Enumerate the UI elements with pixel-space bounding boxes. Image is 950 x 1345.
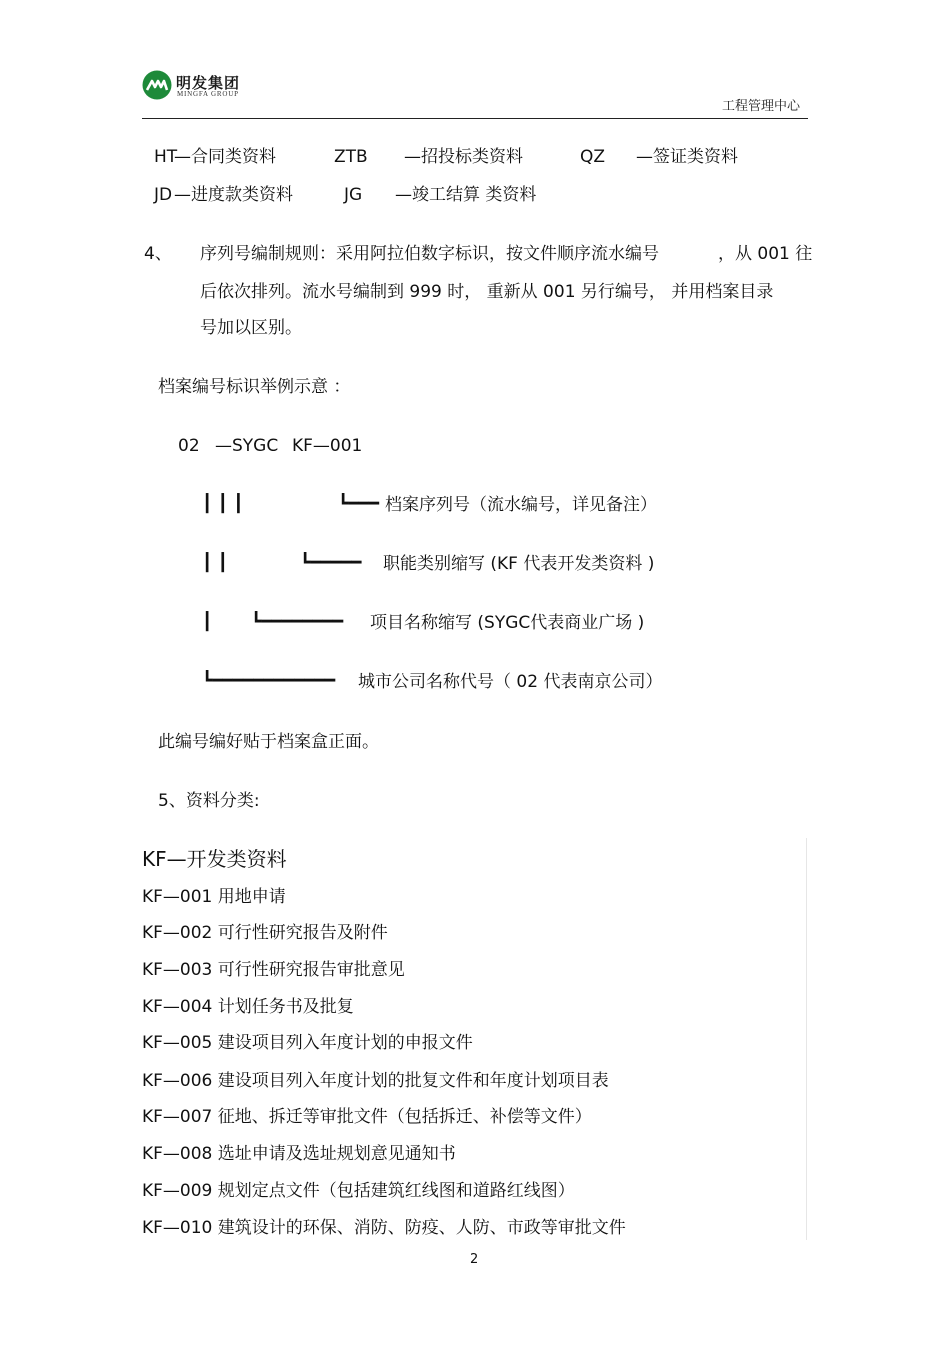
- example-note: 此编号编好贴于档案盒正面。: [158, 732, 379, 752]
- code-label: HT: [154, 147, 178, 167]
- rule-line: 序列号编制规则：采用阿拉伯数字标识，按文件顺序流水编号: [200, 244, 659, 264]
- list-item: KF—001 用地申请: [142, 887, 286, 907]
- header-divider: [142, 118, 808, 119]
- tree-label: 职能类别缩写 (KF 代表开发类资料 ): [383, 554, 655, 574]
- code-label: QZ: [580, 147, 606, 167]
- tree-label: 城市公司名称代号（ 02 代表南京公司）: [358, 672, 663, 692]
- list-item: KF—003 可行性研究报告审批意见: [142, 960, 405, 980]
- rule-line: 后依次排列。流水号编制到 999 时， 重新从 001 另行编号， 并用档案目录: [200, 282, 774, 302]
- list-item: KF—005 建设项目列入年度计划的申报文件: [142, 1033, 473, 1053]
- code-desc: —合同类资料: [174, 147, 276, 167]
- example-caption: 档案编号标识举例示意 ：: [158, 377, 351, 397]
- code-label: JD: [154, 185, 173, 205]
- category-heading: KF—开发类资料: [142, 847, 287, 871]
- tree-bars: ┃ ┃ ┃: [202, 494, 244, 514]
- rule-line: ，从 001 往: [718, 244, 813, 264]
- list-item: KF—006 建设项目列入年度计划的批复文件和年度计划项目表: [142, 1071, 609, 1091]
- code-part-city: 02: [178, 436, 200, 456]
- code-desc: —竣工结算 类资料: [395, 185, 537, 205]
- code-desc: —签证类资料: [636, 147, 738, 167]
- section-title: 5、资料分类:: [158, 791, 260, 811]
- code-part-project: —SYGC: [215, 436, 279, 456]
- rule-number: 4、: [144, 244, 172, 264]
- mingfa-logo-icon: [142, 70, 172, 100]
- list-item: KF—010 建筑设计的环保、消防、防疫、人防、市政等审批文件: [142, 1218, 626, 1238]
- tree-label: 项目名称缩写 (SYGC代表商业广场 ): [370, 613, 645, 633]
- panel-divider: [806, 838, 807, 1240]
- tree-bars: ┃: [202, 612, 213, 632]
- tree-branch: ┗━━━━━: [300, 553, 362, 573]
- code-part-serial: KF—001: [292, 436, 363, 456]
- list-item: KF—004 计划任务书及批复: [142, 997, 354, 1017]
- tree-label: 档案序列号（流水编号，详见备注）: [385, 495, 657, 515]
- department-label: 工程管理中心: [722, 99, 801, 114]
- list-item: KF—002 可行性研究报告及附件: [142, 923, 388, 943]
- page-number: 2: [470, 1252, 479, 1267]
- rule-line: 号加以区别。: [200, 318, 302, 338]
- list-item: KF—008 选址申请及选址规划意见通知书: [142, 1144, 456, 1164]
- tree-branch: ┗━━━━━━━━: [251, 612, 344, 632]
- code-desc: —招投标类资料: [404, 147, 523, 167]
- code-desc: —进度款类资料: [174, 185, 293, 205]
- logo-chinese-name: 明发集团: [176, 74, 241, 92]
- list-item: KF—007 征地、拆迁等审批文件（包括拆迁、补偿等文件）: [142, 1107, 592, 1127]
- logo-english-name: MINGFA GROUP: [177, 90, 239, 98]
- code-label: JG: [344, 185, 363, 205]
- tree-bars: ┃ ┃: [202, 553, 228, 573]
- code-label: ZTB: [334, 147, 368, 167]
- list-item: KF—009 规划定点文件（包括建筑红线图和道路红线图）: [142, 1181, 575, 1201]
- tree-branch: ┗━━━: [338, 494, 379, 514]
- tree-branch: ┗━━━━━━━━━━━━: [202, 671, 336, 691]
